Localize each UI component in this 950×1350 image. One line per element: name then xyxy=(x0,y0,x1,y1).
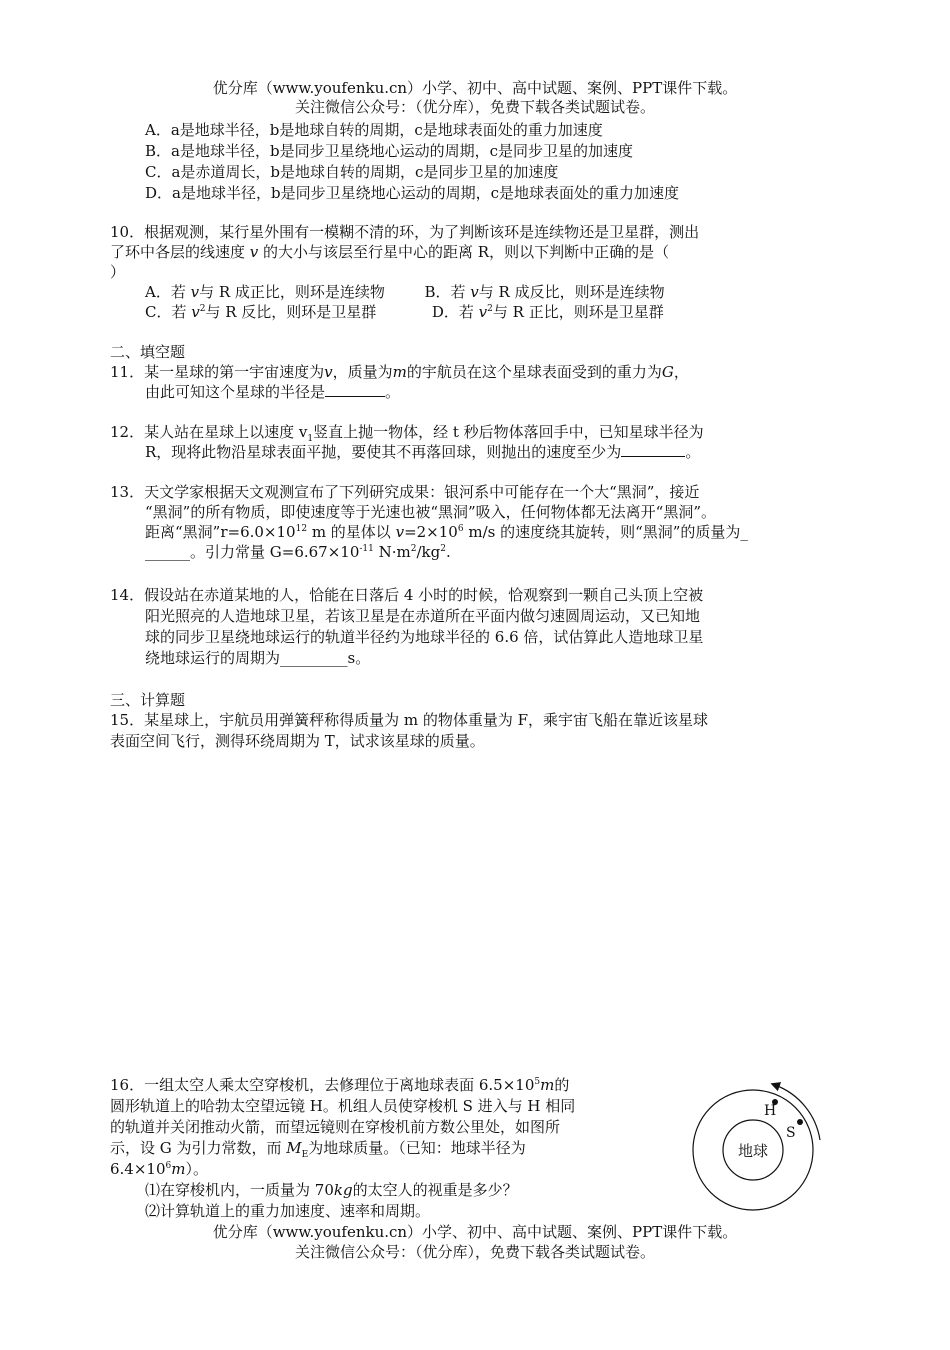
q10-line-3: ） xyxy=(110,263,126,281)
q16-subquestion-1: ⑴在穿梭机内，一质量为 70kg的太空人的视重是多少？ xyxy=(145,1181,518,1199)
shuttle-s-label: S xyxy=(786,1125,796,1141)
section-fill-in-title: 二、填空题 xyxy=(110,343,186,361)
q15-line-1: 15．某星球上，宇航员用弹簧秤称得质量为 m 的物体重量为 F，乘宇宙飞船在靠近该星球 xyxy=(110,711,709,729)
q10-option-d: D．若 $v^2$与 R 正比，则环是卫星群 xyxy=(431,303,664,321)
q10-options-cd xyxy=(145,302,664,322)
q16-line-2: 圆形轨道上的哈勃太空望远镜 H。机组人员使穿梭机 S 进入与 H 相同 xyxy=(110,1097,576,1115)
q16-line-3: 的轨道并关闭推动火箭，而望远镜则在穿梭机前方数公里处，如图所 xyxy=(110,1118,561,1136)
q13-line-2: “黑洞”的所有物质，即使速度等于光速也被“黑洞”吸入，任何物体都无法离开“黑洞”。 xyxy=(145,503,717,521)
footer-line-2: 关注微信公众号：（优分库），免费下载各类试题试卷。 xyxy=(294,1243,655,1261)
q13-line-3: 距离“黑洞$”r=6.0\times 10^{12}$ m 的星体以 $v=2\times 10^6$ m/s 的速度绕其旋转，则“黑洞”的质量为_ xyxy=(145,523,748,541)
q10-option-a: A．若 v与 R 成正比，则环是连续物 xyxy=(145,283,385,301)
q11-answer-blank xyxy=(325,382,385,397)
q9-option-c: C．a是赤道周长，b是地球自转的周期，c是同步卫星的加速度 xyxy=(145,163,559,181)
q14-line-3: 球的同步卫星绕地球运行的轨道半径约为地球半径的 6.6 倍，试估算此人造地球卫星 xyxy=(145,628,704,646)
q9-option-d: D．a是地球半径，b是同步卫星绕地心运动的周期，c是地球表面处的重力加速度 xyxy=(145,184,679,202)
q10-option-b: B．若 v与 R 成反比，则环是连续物 xyxy=(424,283,665,301)
q16-subquestion-2: ⑵计算轨道上的重力加速度、速率和周期。 xyxy=(145,1202,431,1220)
earth-label: 地球 xyxy=(737,1142,769,1160)
q14-line-1: 14．假设站在赤道某地的人，恰能在日落后 4 小时的时候，恰观察到一颗自己头顶上空被 xyxy=(110,586,704,604)
q16-line-1: 16．一组太空人乘太空穿梭机，去修理位于离地球表面 $6.5\times 10^5m$的 xyxy=(110,1076,570,1094)
q10-text-b: 的大小与该层至行星中心的距离 R，则以下判断中正确的是（ xyxy=(258,243,670,261)
q12-line-1: 12．某人站在星球上以速度 $v_1$竖直上抛一物体，经 t 秒后物体落回手中，已知星球半径为 xyxy=(110,423,704,444)
q14-line-2: 阳光照亮的人造地球卫星，若该卫星是在赤道所在平面内做匀速圆周运动，又已知地 xyxy=(145,607,701,625)
q13-line-4: ______。引力常量 $G=6.67\times 10^{-11}$ $N\cdot m^2/kg^2$. xyxy=(145,543,451,561)
header-line-1: 优分库（www.youfenku.cn）小学、初中、高中试题、案例、PPT课件下载。 xyxy=(212,79,738,97)
direction-arrow xyxy=(775,1085,820,1140)
q11-line-2: 由此可知这个星球的半径是 。 xyxy=(145,383,401,401)
q9-option-a: A．a是地球半径，b是地球自转的周期，c是地球表面处的重力加速度 xyxy=(145,121,603,139)
q10-option-c: C．若 $v^2$与 R 反比，则环是卫星群 xyxy=(145,303,377,321)
q14-line-4: 绕地球运行的周期为_________s。 xyxy=(145,649,371,667)
telescope-h-label: H xyxy=(764,1103,777,1119)
orbit-diagram xyxy=(685,1075,845,1225)
q12-line-2: R，现将此物沿星球表面平抛，要使其不再落回球，则抛出的速度至少为 。 xyxy=(145,443,701,461)
header-line-2: 关注微信公众号：（优分库），免费下载各类试题试卷。 xyxy=(294,98,655,116)
footer-line-1: 优分库（www.youfenku.cn）小学、初中、高中试题、案例、PPT课件下载。 xyxy=(212,1223,738,1241)
q10-text-a: 了环中各层的线速度 xyxy=(110,243,250,261)
q10-v: v xyxy=(249,243,259,261)
q9-option-b: B．a是地球半径，b是同步卫星绕地心运动的周期，c是同步卫星的加速度 xyxy=(145,142,633,160)
q12-answer-blank xyxy=(621,442,685,457)
q10-line-2 xyxy=(110,242,669,262)
q16-line-4: 示，设 G 为引力常数，而 $M_E$为地球质量。（已知：地球半径为 xyxy=(110,1139,526,1160)
shuttle-s-dot xyxy=(797,1119,803,1125)
q10-options-ab xyxy=(145,282,665,302)
q13-line-1: 13．天文学家根据天文观测宣布了下列研究成果：银河系中可能存在一个大“黑洞”，接近 xyxy=(110,483,700,501)
q10-line-1: 10．根据观测，某行星外围有一模糊不清的环，为了判断该环是连续物还是卫星群，测出 xyxy=(110,223,700,241)
q15-line-2: 表面空间飞行，测得环绕周期为 T，试求该星球的质量。 xyxy=(110,732,485,750)
q11-line-1: 11．某一星球的第一宇宙速度为v，质量为m的宇航员在这个星球表面受到的重力为G， xyxy=(110,363,689,381)
q16-line-5: $6.4\times 10^6m$）。 xyxy=(110,1160,208,1178)
section-calc-title: 三、计算题 xyxy=(110,691,186,709)
